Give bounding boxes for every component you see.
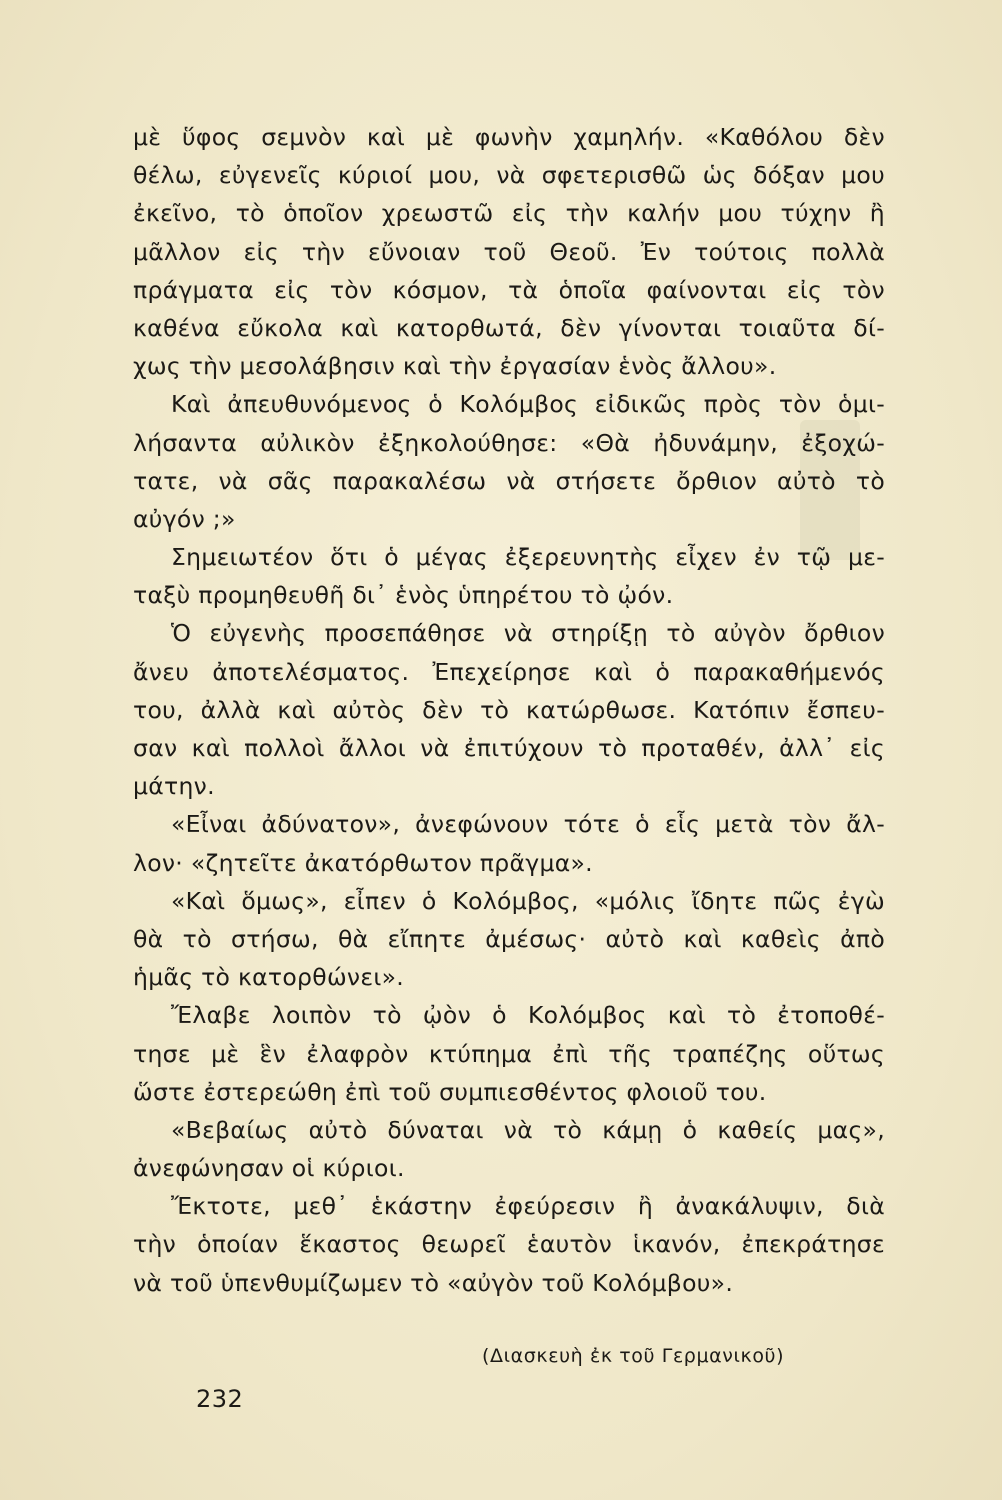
text-line: χως τὴν μεσολάβησιν καὶ τὴν ἐργασίαν ἑνὸς ἄλλου». [133,352,777,381]
text-line: θέλω, εὐγενεῖς κύριοί μου, νὰ σφετερισθῶ ὡς δόξαν μου [133,161,885,190]
text-line: τὴν ὁποίαν ἕκαστος θεωρεῖ ἑαυτὸν ἱκανόν, ἐπεκράτησε [133,1230,885,1259]
text-line: τησε μὲ ἓν ἐλαφρὸν κτύπημα ἐπὶ τῆς τραπέζης οὕτως [133,1039,885,1068]
paragraph-start: Ἔκτοτε, μεθ᾿ ἑκάστην ἐφεύρεσιν ἢ ἀνακάλυψιν, διὰ [171,1192,885,1221]
text-line: θὰ τὸ στήσω, θὰ εἴπητε ἀμέσως· αὐτὸ καὶ καθεὶς ἀπὸ [133,924,885,953]
text-line: νὰ τοῦ ὑπενθυμίζωμεν τὸ «αὐγὸν τοῦ Κολόμβου». [133,1268,734,1297]
paragraph-start: Σημειωτέον ὅτι ὁ μέγας ἐξερευνητὴς εἶχεν ἐν τῷ με- [171,543,885,572]
text-line: πράγματα εἰς τὸν κόσμον, τὰ ὁποῖα φαίνονται εἰς τὸν [133,275,885,304]
text-line: ἀνεφώνησαν οἱ κύριοι. [133,1154,405,1183]
paragraph-start: Καὶ ἀπευθυνόμενος ὁ Κολόμβος εἰδικῶς πρὸς τὸν ὁμι- [171,390,885,419]
text-line: ἄνευ ἀποτελέσματος. Ἐπεχείρησε καὶ ὁ παρακαθήμενός [133,657,885,686]
body-text [133,118,885,1302]
paragraph-start: «Εἶναι ἀδύνατον», ἀνεφώνουν τότε ὁ εἷς μετὰ τὸν ἄλ- [171,810,885,839]
text-line: καθένα εὔκολα καὶ κατορθωτά, δὲν γίνονται τοιαῦτα δί- [133,313,885,342]
text-line: μᾶλλον εἰς τὴν εὔνοιαν τοῦ Θεοῦ. Ἐν τούτοις πολλὰ [133,237,885,266]
text-line: αὐγόν ;» [133,504,236,533]
text-line: του, ἀλλὰ καὶ αὐτὸς δὲν τὸ κατώρθωσε. Κατόπιν ἔσπευ- [133,695,885,724]
source-note: (Διασκευὴ ἐκ τοῦ Γερμανικοῦ) [482,1345,785,1367]
text-line: ἐκεῖνο, τὸ ὁποῖον χρεωστῶ εἰς τὴν καλήν μου τύχην ἢ [133,199,885,228]
text-line: λήσαντα αὐλικὸν ἐξηκολούθησε: «Θὰ ἠδυνάμην, ἐξοχώ- [133,428,885,457]
paragraph-start: «Βεβαίως αὐτὸ δύναται νὰ τὸ κάμῃ ὁ καθείς μας», [171,1115,885,1144]
text-line: τατε, νὰ σᾶς παρακαλέσω νὰ στήσετε ὄρθιον αὐτὸ τὸ [133,466,885,495]
paragraph-start: Ἔλαβε λοιπὸν τὸ ᾠὸν ὁ Κολόμβος καὶ τὸ ἐτοποθέ- [171,1001,885,1030]
text-line: σαν καὶ πολλοὶ ἄλλοι νὰ ἐπιτύχουν τὸ προταθέν, ἀλλ᾿ εἰς [133,734,885,762]
text-line: ἡμᾶς τὸ κατορθώνει». [133,963,405,992]
text-line: ταξὺ προμηθευθῆ δι᾿ ἑνὸς ὑπηρέτου τὸ ᾠόν. [133,581,674,610]
page-number: 232 [196,1385,244,1413]
text-line: μάτην. [133,772,215,801]
text-line: μὲ ὕφος σεμνὸν καὶ μὲ φωνὴν χαμηλήν. «Καθόλου δὲν [133,123,885,151]
paragraph-start: «Καὶ ὅμως», εἶπεν ὁ Κολόμβος, «μόλις ἴδητε πῶς ἐγὼ [171,886,885,915]
text-line: ὥστε ἐστερεώθη ἐπὶ τοῦ συμπιεσθέντος φλοιοῦ του. [133,1077,767,1106]
paragraph-start: Ὁ εὐγενὴς προσεπάθησε νὰ στηρίξῃ τὸ αὐγὸν ὄρθιον [171,619,885,648]
text-line: λον· «ζητεῖτε ἀκατόρθωτον πρᾶγμα». [133,848,593,877]
